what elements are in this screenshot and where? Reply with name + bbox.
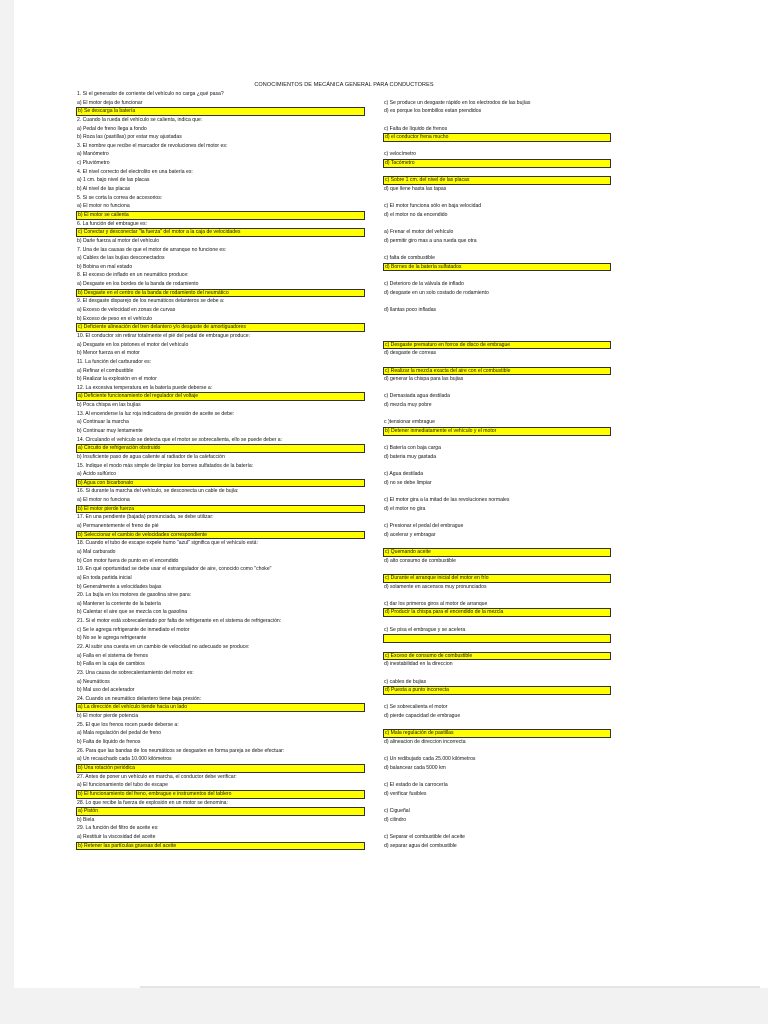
highlighted-answer-cell: c) Realizar la mezcla exacta del aire con el combustible: [383, 367, 611, 376]
left-cell: a) En toda partida inicial: [77, 574, 132, 581]
right-cell: [383, 669, 611, 678]
right-cell: d) balancear cada 5000 km: [384, 764, 446, 771]
question-row: [76, 608, 768, 617]
highlighted-answer-cell: b) Seleccionar el cambio de velocidades correspondiente: [76, 531, 365, 540]
left-cell: a) Neumáticos: [77, 678, 110, 685]
left-cell: c) Pluviómetro: [77, 160, 110, 167]
left-cell: b) Exceso de peso en el vehículo: [77, 315, 153, 322]
right-cell: [383, 358, 611, 367]
question-row: [76, 678, 768, 687]
right-cell: c) El motor funciona sólo en baja velocidad: [384, 203, 482, 210]
left-cell: b) Realizar la explosión en el motor: [77, 376, 157, 383]
right-cell: [383, 747, 611, 756]
left-cell: 24. Cuando un neumático delantero tiene baja presión:: [77, 695, 202, 702]
question-row: [76, 686, 768, 695]
left-cell: 5. Si se corta la correa de accesorios:: [77, 194, 163, 201]
right-cell: d) acelerar y embragar: [384, 531, 436, 538]
right-cell: d) inestabilidad en la direccion: [384, 661, 453, 668]
right-cell: [383, 591, 611, 600]
question-row: [76, 833, 768, 842]
left-cell: 13. Al encenderse la luz roja indicadora de presión de aceite se debe:: [77, 410, 235, 417]
left-cell: 8. El exceso de inflado en un neumático produce:: [77, 272, 189, 279]
question-row: [76, 367, 768, 376]
page-title: CONOCIMIENTOS DE MECÁNICA GENERAL PARA CONDUCTORES: [254, 82, 434, 88]
left-cell: a) Desgaste en los bordes de la banda de rodamiento: [77, 281, 199, 288]
right-cell: c) Demasiada agua destilada: [384, 393, 450, 400]
highlighted-answer-cell: b) El motor se calienta: [76, 211, 365, 220]
question-row: [76, 747, 768, 756]
left-cell: 18. Cuando el tubo de escape expele humo "azul" significa que el vehículo está:: [77, 540, 258, 547]
right-cell: c) Batería con baja carga: [384, 445, 441, 452]
left-cell: 28. Lo que recibe la fuerza de explosión en un motor se denomina:: [77, 799, 228, 806]
left-cell: b) Con motor fuera de punto en el encendido: [77, 557, 179, 564]
question-row: [76, 574, 768, 583]
left-cell: b) Menor fuerza en el motor: [77, 350, 140, 357]
left-cell: a) Mal carburado: [77, 548, 116, 555]
left-cell: b) Bobina en mal estado: [77, 263, 133, 270]
left-cell: 27. Antes de poner un vehículo en marcha, el conductor debe verificar:: [77, 773, 237, 780]
question-row: [76, 634, 768, 643]
left-cell: b) Roza las (pastillas) por estar muy ajustadas: [77, 134, 182, 141]
right-cell: d) solamente en ascensos muy pronunciados: [384, 583, 487, 590]
right-cell: c) Cigueñal: [384, 808, 410, 815]
highlighted-answer-cell: d) Bornes de la batería sulfatados: [383, 263, 611, 272]
right-cell: [383, 773, 611, 782]
right-cell: c) cables de bujias: [384, 678, 427, 685]
right-cell: [383, 168, 611, 177]
highlighted-answer-cell: a) Circuito de refrigeración obstruido: [76, 444, 365, 453]
left-cell: b) Falta de líquido de frenos: [77, 739, 141, 746]
question-row: [76, 176, 768, 185]
question-row: [76, 842, 768, 851]
highlighted-answer-cell: d) el conductor frena mucho: [383, 133, 611, 142]
question-row: [76, 660, 768, 669]
right-cell: [383, 384, 611, 393]
highlighted-answer-cell: c) Quemando aceite: [383, 548, 611, 557]
question-row: [76, 591, 768, 600]
left-cell: a) Ácido sulfúrico: [77, 471, 117, 478]
left-cell: a) Mala regulación del pedal de freno: [77, 730, 162, 737]
question-row: [76, 470, 768, 479]
right-cell: c) El motor gira a la mitad de las revoluciones normales: [384, 497, 510, 504]
question-row: [76, 297, 768, 306]
left-cell: b) Al nivel de las placas: [77, 186, 131, 193]
question-row: [76, 271, 768, 280]
right-cell: d) cilindro: [384, 816, 407, 823]
highlighted-answer-cell: d) Puesta a punto incorrecta: [383, 686, 611, 695]
question-row: [76, 220, 768, 229]
right-cell: d) llantas poco infladas: [384, 307, 437, 314]
right-cell: d) el motor no gira: [384, 505, 426, 512]
left-cell: a) Falla en el sistema de frenos: [77, 652, 149, 659]
left-cell: a) Permanentemente el freno de pié: [77, 523, 159, 530]
question-row: [76, 375, 768, 384]
question-row: [76, 565, 768, 574]
question-row: [76, 246, 768, 255]
left-cell: a) Desgaste en los pistones el motor del vehículo: [77, 341, 189, 348]
question-row: [76, 237, 768, 246]
right-cell: c) Separar el combustible del aceite: [384, 834, 465, 841]
question-row: [76, 764, 768, 773]
question-row: [76, 799, 768, 808]
left-cell: 2. Cuando la rueda del vehículo se calienta, indica que:: [77, 116, 203, 123]
left-cell: 7. Una de las causas de que el motor de arranque no funcione es:: [77, 246, 227, 253]
question-row: [76, 738, 768, 747]
left-cell: b) Poca chispa en las bujías: [77, 402, 141, 409]
question-row: [76, 150, 768, 159]
left-cell: a) Manómetro: [77, 151, 109, 158]
page-shadow: [140, 986, 760, 988]
highlighted-answer-cell: c) Deficiente alineación del tren delantero y/o desgaste de amortiguadores: [76, 323, 365, 332]
right-cell: [383, 824, 611, 833]
left-cell: a) Exceso de velocidad en zonas de curvas: [77, 307, 176, 314]
right-cell: c) Deterioro de la válvula de inflado: [384, 281, 464, 288]
left-cell: 17. En una pendiente (bajada) pronunciada, se debe utilizar:: [77, 514, 214, 521]
left-cell: 4. El nivel correcto del electrolito en una batería es:: [77, 168, 193, 175]
highlighted-answer-cell: b) Se descarga la batería: [76, 107, 365, 116]
right-cell: c) velocímetro: [384, 151, 416, 158]
right-cell: c) dar los primeros giros al motor de arranque: [384, 600, 488, 607]
question-row: [76, 168, 768, 177]
question-row: [76, 453, 768, 462]
right-cell: d) alineacion de direccion incorrecta: [384, 739, 466, 746]
question-row: [76, 479, 768, 488]
right-cell: d) bateria muy gastada: [384, 453, 437, 460]
question-row: [76, 824, 768, 833]
question-row: [76, 410, 768, 419]
right-cell: c) Se produce un desgaste rápido en los electrodos de las bujías: [384, 99, 531, 106]
right-cell: [383, 142, 611, 151]
left-cell: 11. La función del carburador es:: [77, 358, 152, 365]
left-cell: 3. El nombre que recibe el marcador de revoluciones del motor es:: [77, 142, 228, 149]
question-row: [76, 323, 768, 332]
highlighted-answer-cell: c) Sobre 1 cm. del nivel de las placas: [383, 176, 611, 185]
left-cell: 20. La bujía en los motores de gasolina sirve para:: [77, 592, 192, 599]
highlighted-answer-cell: c) Desgaste prematuro en forros de disco de embrague: [383, 341, 611, 350]
right-cell: c) Falta de líquido de frenos: [384, 125, 448, 132]
left-cell: b) Calentar el aire que se mezcla con la gasolina: [77, 609, 188, 616]
question-row: [76, 505, 768, 514]
right-cell: c )tensionar embrague: [384, 419, 435, 426]
left-cell: a) Restituir la viscosidad del aceite: [77, 834, 156, 841]
highlighted-answer-cell: a) Pistón: [76, 807, 365, 816]
question-row: [76, 263, 768, 272]
question-row: [76, 626, 768, 635]
highlighted-answer-cell: a) Deficiente funcionamiento del regulador del voltaje: [76, 392, 365, 401]
question-row: [76, 755, 768, 764]
right-cell: d) permitir giro mas a una rueda que otra: [384, 237, 477, 244]
left-cell: b) No se le agrega refrigerante: [77, 635, 147, 642]
highlighted-answer-cell: c) Exceso de consumo de combustible: [383, 652, 611, 661]
right-cell: d) mezcla muy pobre: [384, 402, 432, 409]
left-cell: 16. Si durante la marcha del vehículo, se desconecta un cable de bujía:: [77, 488, 239, 495]
right-cell: d) separar agua del combustible: [384, 842, 457, 849]
left-cell: 10. El conductor sin retirar totalmente el pié del pedal de embrague produce:: [77, 332, 251, 339]
question-row: [76, 194, 768, 203]
right-cell: [383, 436, 611, 445]
left-cell: 26. Para que las bandas de los neumáticos se desgasten en forma pareja se debe efectuar:: [77, 747, 285, 754]
question-row: [76, 185, 768, 194]
question-row: [76, 807, 768, 816]
right-cell: a) Frenar el motor del vehículo: [384, 229, 454, 236]
question-row: [76, 539, 768, 548]
right-cell: [383, 297, 611, 306]
highlighted-answer-cell: b) Retener las partículas gruesas del aceite: [76, 842, 365, 851]
question-row: [76, 107, 768, 116]
question-row: [76, 669, 768, 678]
question-row: [76, 790, 768, 799]
left-cell: b) Continuar muy lentamente: [77, 427, 143, 434]
left-cell: a) 1 cm. bajo nivel de las placas: [77, 177, 150, 184]
question-row: [76, 600, 768, 609]
right-cell: d) el motor no da encendido: [384, 211, 448, 218]
right-cell: [383, 643, 611, 652]
left-cell: b) Generalmente a velocidades bajas: [77, 583, 162, 590]
highlighted-answer-cell: c) Durante el arranque inicial del motor en frío: [383, 574, 611, 583]
right-cell: [383, 90, 611, 99]
left-cell: a) Mantener la corriente de la batería: [77, 600, 161, 607]
left-cell: a) Refinar el combustible: [77, 367, 134, 374]
question-row: [76, 90, 768, 99]
highlighted-answer-cell: [383, 634, 611, 643]
left-cell: c) Se le agrega refrigerante de inmediato el motor: [77, 626, 190, 633]
left-cell: a) El motor deja de funcionar: [77, 99, 143, 106]
right-cell: [383, 323, 611, 332]
question-row: [76, 392, 768, 401]
question-row: [76, 487, 768, 496]
question-row: [76, 773, 768, 782]
right-cell: d) desgaste en un solo costado de rodamiento: [384, 289, 489, 296]
highlighted-answer-cell: b) Una rotación periódica: [76, 764, 365, 773]
right-cell: c) Presionar el pedal del embrague: [384, 523, 464, 530]
right-cell: d) es porque los bombillos estan prendidos: [384, 108, 482, 115]
right-cell: [383, 721, 611, 730]
right-cell: [383, 315, 611, 324]
highlighted-answer-cell: d) Producir la chispa para el encendido de la mezcla: [383, 608, 611, 617]
question-row: [76, 721, 768, 730]
question-row: [76, 583, 768, 592]
question-row: [76, 617, 768, 626]
highlighted-answer-cell: b) El motor pierde fuerza: [76, 505, 365, 514]
question-row: [76, 289, 768, 298]
right-cell: [383, 513, 611, 522]
right-cell: c) Se sobrecalienta el motor: [384, 704, 448, 711]
question-row: [76, 513, 768, 522]
highlighted-answer-cell: d) Tacómetro: [383, 159, 611, 168]
right-cell: [383, 410, 611, 419]
question-row: [76, 444, 768, 453]
left-cell: a) El motor no funciona: [77, 203, 130, 210]
right-cell: [383, 194, 611, 203]
question-row: [76, 712, 768, 721]
left-cell: 12. La excesiva temperatura en la batería puede deberse a:: [77, 384, 213, 391]
right-cell: d) verificar fusibles: [384, 790, 427, 797]
question-row: [76, 332, 768, 341]
left-cell: 25. El que los frenos rocen puede deberse a:: [77, 721, 179, 728]
question-row: [76, 211, 768, 220]
question-row: [76, 142, 768, 151]
highlighted-answer-cell: c) Conectar y desconectar "la fuerza" del motor a la caja de velocidades: [76, 228, 365, 237]
right-cell: d) generar la chispa para las bujias: [384, 376, 464, 383]
question-row: [76, 427, 768, 436]
highlighted-answer-cell: b) Detener inmediatamente el vehículo y el motor: [383, 427, 611, 436]
question-row: [76, 341, 768, 350]
right-cell: c) El estado de la carrocería: [384, 782, 448, 789]
left-cell: b) Mal uso del acelerador: [77, 687, 135, 694]
question-row: [76, 254, 768, 263]
left-cell: 21. Si el motor está sobrecalentado por falta de refrigerante en el sistema de refrigeración:: [77, 618, 282, 625]
question-row: [76, 496, 768, 505]
right-cell: c) Un redibujado cada 25.000 kilómetros: [384, 756, 476, 763]
highlighted-answer-cell: c) Mala regulación de pastillas: [383, 729, 611, 738]
question-row: [76, 703, 768, 712]
question-row: [76, 159, 768, 168]
right-cell: d) desgaste de correas: [384, 350, 437, 357]
right-cell: [383, 116, 611, 125]
right-cell: [383, 617, 611, 626]
right-cell: d) pierde capacidad de embrague: [384, 713, 461, 720]
left-cell: a) Pedal de freno llega a fondo: [77, 125, 147, 132]
left-cell: 15. Indique el modo más simple de limpiar los bornes sulfatados de la batería:: [77, 462, 254, 469]
right-cell: [383, 220, 611, 229]
question-row: [76, 695, 768, 704]
right-cell: [383, 539, 611, 548]
left-cell: b) Falla en la caja de cambios: [77, 661, 145, 668]
question-row: [76, 548, 768, 557]
left-cell: 14. Circulando el vehículo se detecta que el motor se sobrecalienta, ello se puede deber a:: [77, 436, 283, 443]
question-row: [76, 729, 768, 738]
question-list: [76, 90, 768, 850]
question-row: [76, 116, 768, 125]
question-row: [76, 462, 768, 471]
question-row: [76, 531, 768, 540]
right-cell: c) Agua destilada: [384, 471, 424, 478]
left-cell: a) Un recauchado cada 10.000 kilómetros: [77, 756, 172, 763]
left-cell: 23. Una causa de sobrecalentamiento del motor es:: [77, 669, 194, 676]
highlighted-answer-cell: b) El funcionamiento del freno, embrague e instrumentos del tablero: [76, 790, 365, 799]
right-cell: [383, 332, 611, 341]
question-row: [76, 816, 768, 825]
left-cell: 1. Si el generador de corriente del vehículo no carga ¿qué pasa?: [77, 91, 224, 97]
right-cell: c) Se pisa el embrague y se acelera: [384, 626, 466, 633]
right-cell: [383, 271, 611, 280]
left-cell: a) Continuar la marcha: [77, 419, 129, 426]
question-row: [76, 418, 768, 427]
left-cell: 19. En qué oportunidad se debe usar el estrangulador de aire, conocido como "choke": [77, 566, 272, 573]
right-cell: [383, 462, 611, 471]
left-cell: b) Insuficiente paso de agua caliente al radiador de la calefacción: [77, 453, 225, 460]
right-cell: [383, 246, 611, 255]
question-row: [76, 522, 768, 531]
question-row: [76, 306, 768, 315]
right-cell: c) falta de combustible: [384, 255, 435, 262]
left-cell: a) El funcionamiento del tubo de escape: [77, 782, 168, 789]
highlighted-answer-cell: b) Desgaste en el centro de la banda de rodamiento del neumático: [76, 289, 365, 298]
left-cell: 9. El desgaste disparejo de los neumáticos delanteros se debe a:: [77, 298, 225, 305]
question-row: [76, 133, 768, 142]
question-row: [76, 652, 768, 661]
left-cell: b) Darle fuerza al motor del vehículo: [77, 237, 160, 244]
question-row: [76, 202, 768, 211]
left-cell: a) El motor no funciona: [77, 497, 130, 504]
right-cell: d) alto consumo de combustible: [384, 557, 456, 564]
question-row: [76, 557, 768, 566]
question-row: [76, 781, 768, 790]
left-cell: b) El motor pierde potencia: [77, 713, 139, 720]
question-row: [76, 384, 768, 393]
right-cell: d) no se debe limpiar: [384, 479, 432, 486]
question-row: [76, 643, 768, 652]
highlighted-answer-cell: a) La dirección del vehículo tiende hacia un lado: [76, 703, 365, 712]
left-cell: 22. Al subir una cuesta en un cambio de velocidad no adecuado se produce:: [77, 644, 250, 650]
right-cell: [383, 565, 611, 574]
right-cell: [383, 487, 611, 496]
left-cell: 6. La función del embrague es:: [77, 220, 147, 227]
question-row: [76, 99, 768, 108]
question-row: [76, 436, 768, 445]
question-row: [76, 401, 768, 410]
left-cell: 29. La función del filtro de aceite es:: [77, 825, 159, 832]
highlighted-answer-cell: b) Agua con bicarbonato: [76, 479, 365, 488]
document-page: [14, 0, 768, 988]
right-cell: [383, 799, 611, 808]
question-row: [76, 315, 768, 324]
question-row: [76, 125, 768, 134]
question-row: [76, 280, 768, 289]
question-row: [76, 228, 768, 237]
left-cell: b) Biela: [77, 816, 95, 823]
right-cell: d) que llene hasta las tapas: [384, 186, 447, 193]
question-row: [76, 349, 768, 358]
left-cell: a) Cables de las bujías desconectados: [77, 255, 165, 262]
question-row: [76, 358, 768, 367]
right-cell: [383, 695, 611, 704]
